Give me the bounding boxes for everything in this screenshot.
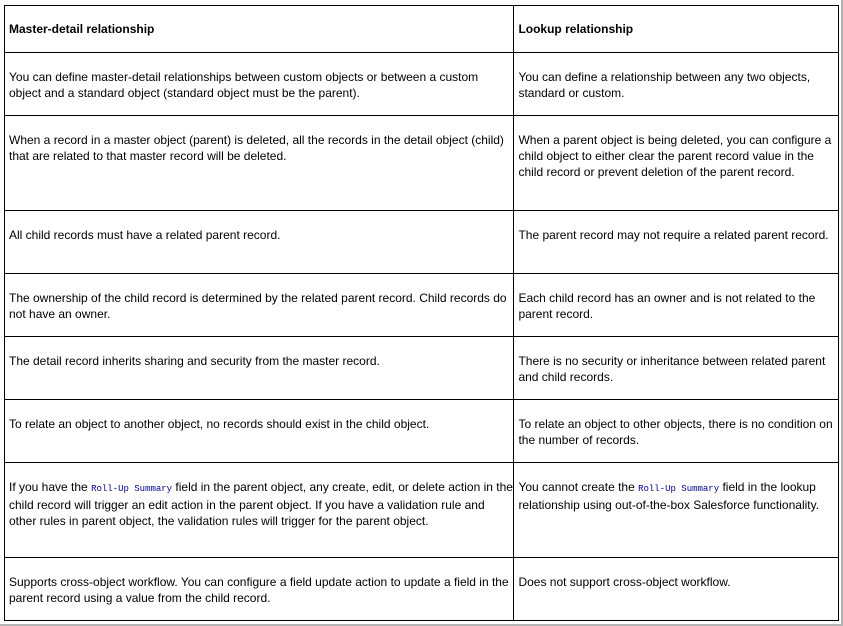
- text-segment: Each child record has an owner and is not related to the parent record.: [518, 291, 816, 321]
- cell-lookup-text: [518, 416, 838, 448]
- text-segment: The ownership of the child record is determined by the related parent record. Child records do not have an owner.: [9, 291, 507, 321]
- table-body: [5, 53, 839, 621]
- cell-master-detail: [5, 53, 514, 116]
- cell-lookup: [514, 337, 839, 400]
- cell-master-detail: [5, 274, 514, 337]
- cell-master-detail: [5, 558, 514, 621]
- table-row: [5, 337, 839, 400]
- text-segment: When a parent object is being deleted, you can configure a child object to either clear the parent record value in the child record or prevent deletion of the parent record.: [518, 133, 832, 179]
- table-row: [5, 463, 839, 558]
- text-segment: To relate an object to other objects, there is no condition on the number of records.: [518, 417, 833, 447]
- table-row: [5, 400, 839, 463]
- code-field-name: Roll-Up Summary: [638, 484, 720, 494]
- cell-master-detail: [5, 400, 514, 463]
- table-row: [5, 274, 839, 337]
- text-segment: The detail record inherits sharing and security from the master record.: [9, 354, 380, 368]
- cell-lookup-text: [518, 574, 838, 590]
- text-segment: All child records must have a related parent record.: [9, 228, 281, 242]
- cell-lookup-text: [518, 69, 838, 101]
- header-row: [5, 6, 839, 53]
- text-segment: There is no security or inheritance between related parent and child records.: [518, 354, 826, 384]
- cell-lookup: [514, 211, 839, 274]
- cell-master-detail: [5, 116, 514, 211]
- cell-master-detail-text: [9, 132, 513, 164]
- text-segment: To relate an object to another object, no records should exist in the child object.: [9, 417, 430, 431]
- table-row: [5, 211, 839, 274]
- cell-lookup: [514, 274, 839, 337]
- cell-master-detail-text: [9, 353, 513, 369]
- cell-master-detail-text: [9, 290, 513, 322]
- cell-master-detail-text: [9, 69, 513, 101]
- text-segment: You can define master-detail relationships between custom objects or between a custom object and a standard object (standard object must be the parent).: [9, 70, 479, 100]
- table-row: [5, 116, 839, 211]
- cell-lookup-text: [518, 132, 838, 180]
- cell-lookup: [514, 400, 839, 463]
- cell-lookup: [514, 463, 839, 558]
- cell-master-detail: [5, 211, 514, 274]
- text-segment: The parent record may not require a related parent record.: [518, 228, 829, 242]
- header-lookup-label: Lookup relationship: [518, 22, 634, 36]
- text-segment: Supports cross-object workflow. You can configure a field update action to update a field in the parent record using a value from the child record.: [9, 575, 509, 605]
- text-segment: You cannot create the: [518, 480, 639, 494]
- cell-lookup: [514, 558, 839, 621]
- cell-master-detail: [5, 337, 514, 400]
- comparison-table: [4, 5, 839, 621]
- cell-master-detail-text: [9, 479, 513, 529]
- cell-lookup-text: [518, 290, 838, 322]
- text-segment: Does not support cross-object workflow.: [518, 575, 731, 589]
- header-lookup: [514, 6, 839, 53]
- cell-master-detail-text: [9, 227, 513, 243]
- text-segment: You can define a relationship between any two objects, standard or custom.: [518, 70, 811, 100]
- header-master-detail-label: Master-detail relationship: [9, 22, 155, 36]
- cell-lookup-text: [518, 479, 838, 513]
- cell-lookup: [514, 53, 839, 116]
- cell-master-detail: [5, 463, 514, 558]
- header-master-detail: [5, 6, 514, 53]
- text-segment: field in the lookup relationship using out-of-the-box Salesforce functionality.: [518, 480, 820, 512]
- cell-lookup: [514, 116, 839, 211]
- cell-lookup-text: [518, 227, 838, 243]
- cell-master-detail-text: [9, 416, 513, 432]
- cell-lookup-text: [518, 353, 838, 385]
- code-field-name: Roll-Up Summary: [91, 484, 173, 494]
- text-segment: field in the parent object, any create, edit, or delete action in the child record will trigger an edit action in the parent object. If you have a validation rule and other rules in parent object, the validation rules will trigger for the parent object.: [9, 480, 513, 528]
- text-segment: If you have the: [9, 480, 92, 494]
- text-segment: When a record in a master object (parent) is deleted, all the records in the detail object (child) that are related to that master record will be deleted.: [9, 133, 504, 163]
- table-row: [5, 558, 839, 621]
- table-row: [5, 53, 839, 116]
- cell-master-detail-text: [9, 574, 513, 606]
